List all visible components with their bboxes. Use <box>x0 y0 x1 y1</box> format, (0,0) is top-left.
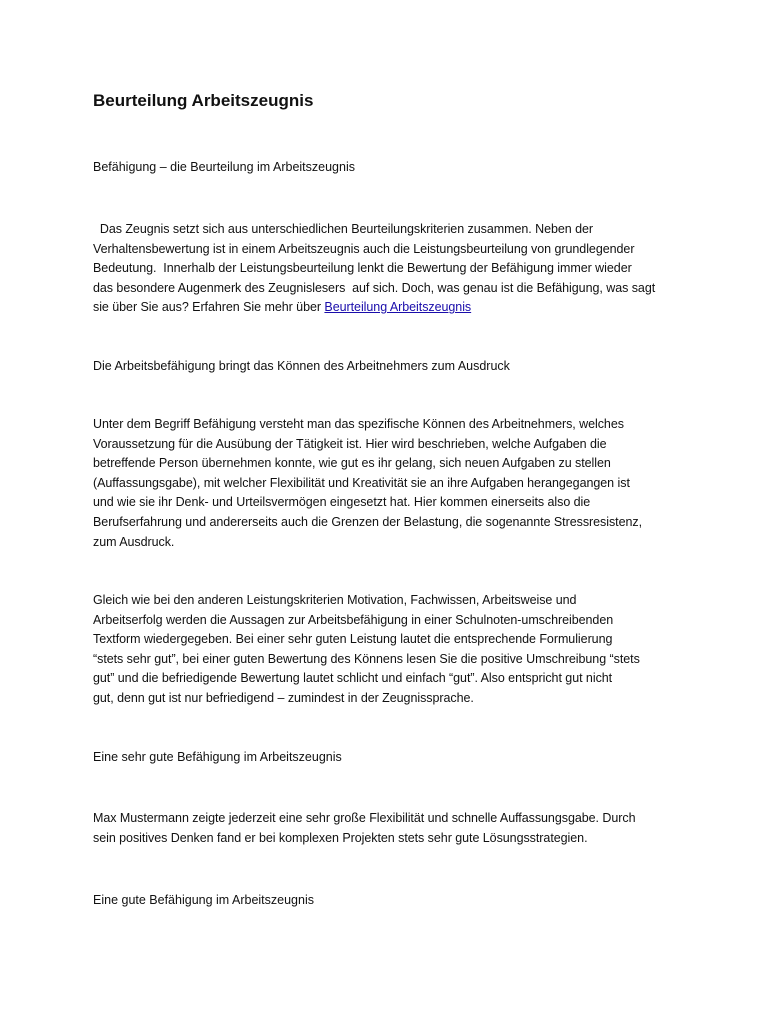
section-heading-gute-befaehigung: Eine gute Befähigung im Arbeitszeugnis <box>93 893 314 907</box>
intro-line: das besondere Augenmerk des Zeugnislesers auf sich. Doch, was genau ist die Befähigung, was sagt <box>93 280 656 295</box>
intro-line-prefix: sie über Sie aus? Erfahren Sie mehr über <box>93 300 325 315</box>
section-heading-arbeitsbefaehigung: Die Arbeitsbefähigung bringt das Können des Arbeitnehmers zum Ausdruck <box>93 359 510 373</box>
paragraph-leistungskriterien <box>93 591 683 709</box>
section-heading-sehr-gute-befaehigung: Eine sehr gute Befähigung im Arbeitszeugnis <box>93 750 342 764</box>
paragraph-line: gut, denn gut ist nur befriedigend – zumindest in der Zeugnissprache. <box>93 690 474 705</box>
subtitle-befaehigung: Befähigung – die Beurteilung im Arbeitszeugnis <box>93 160 355 174</box>
paragraph-line: sein positives Denken fand er bei komplexen Projekten stets sehr gute Lösungsstrategien. <box>93 830 588 845</box>
paragraph-begriff-befaehigung <box>93 415 683 552</box>
paragraph-line: Berufserfahrung und andererseits auch die Grenzen der Belastung, die sogenannte Stressresistenz, <box>93 514 643 529</box>
paragraph-example-sehr-gut <box>93 809 683 848</box>
paragraph-line: und wie sie ihr Denk- und Urteilsvermögen eingesetzt hat. Hier kommen einerseits also die <box>93 495 591 510</box>
intro-last-line <box>93 298 683 318</box>
paragraph-line: Gleich wie bei den anderen Leistungskriterien Motivation, Fachwissen, Arbeitsweise und <box>93 593 577 607</box>
intro-line: Verhaltensbewertung ist in einem Arbeitszeugnis auch die Leistungsbeurteilung von grundlegender <box>93 241 635 256</box>
paragraph-line: Max Mustermann zeigte jederzeit eine sehr große Flexibilität und schnelle Auffassungsgabe. Durch <box>93 811 636 825</box>
paragraph-line: betreffende Person übernehmen konnte, wie gut es ihr gelang, sich neuen Aufgaben zu stellen <box>93 456 611 471</box>
paragraph-line: zum Ausdruck. <box>93 534 175 549</box>
paragraph-line: Arbeitserfolg werden die Aussagen zur Arbeitsbefähigung in einer Schulnoten-umschreibenden <box>93 612 614 627</box>
intro-paragraph <box>93 220 683 318</box>
paragraph-line: gut” und die befriedigende Bewertung lautet schlicht und einfach “gut”. Also entspricht gut nicht <box>93 671 613 686</box>
intro-line: Das Zeugnis setzt sich aus unterschiedlichen Beurteilungskriterien zusammen. Neben der <box>93 222 594 236</box>
paragraph-line: Voraussetzung für die Ausübung der Tätigkeit ist. Hier wird beschrieben, welche Aufgaben die <box>93 436 607 451</box>
paragraph-line: Textform wiedergegeben. Bei einer sehr guten Leistung lautet die entsprechende Formulierung <box>93 632 613 647</box>
intro-line: Bedeutung. Innerhalb der Leistungsbeurteilung lenkt die Bewertung der Befähigung immer wieder <box>93 261 632 276</box>
paragraph-line: (Auffassungsgabe), mit welcher Flexibilität und Kreativität sie an ihre Aufgaben herangegangen ist <box>93 475 630 490</box>
paragraph-line: “stets sehr gut”, bei einer guten Bewertung des Könnens lesen Sie die positive Umschreibung “stets <box>93 651 640 666</box>
beurteilung-arbeitszeugnis-link[interactable]: Beurteilung Arbeitszeugnis <box>324 300 472 315</box>
paragraph-line: Unter dem Begriff Befähigung versteht man das spezifische Können des Arbeitnehmers, welches <box>93 417 624 431</box>
document-title: Beurteilung Arbeitszeugnis <box>93 91 314 110</box>
